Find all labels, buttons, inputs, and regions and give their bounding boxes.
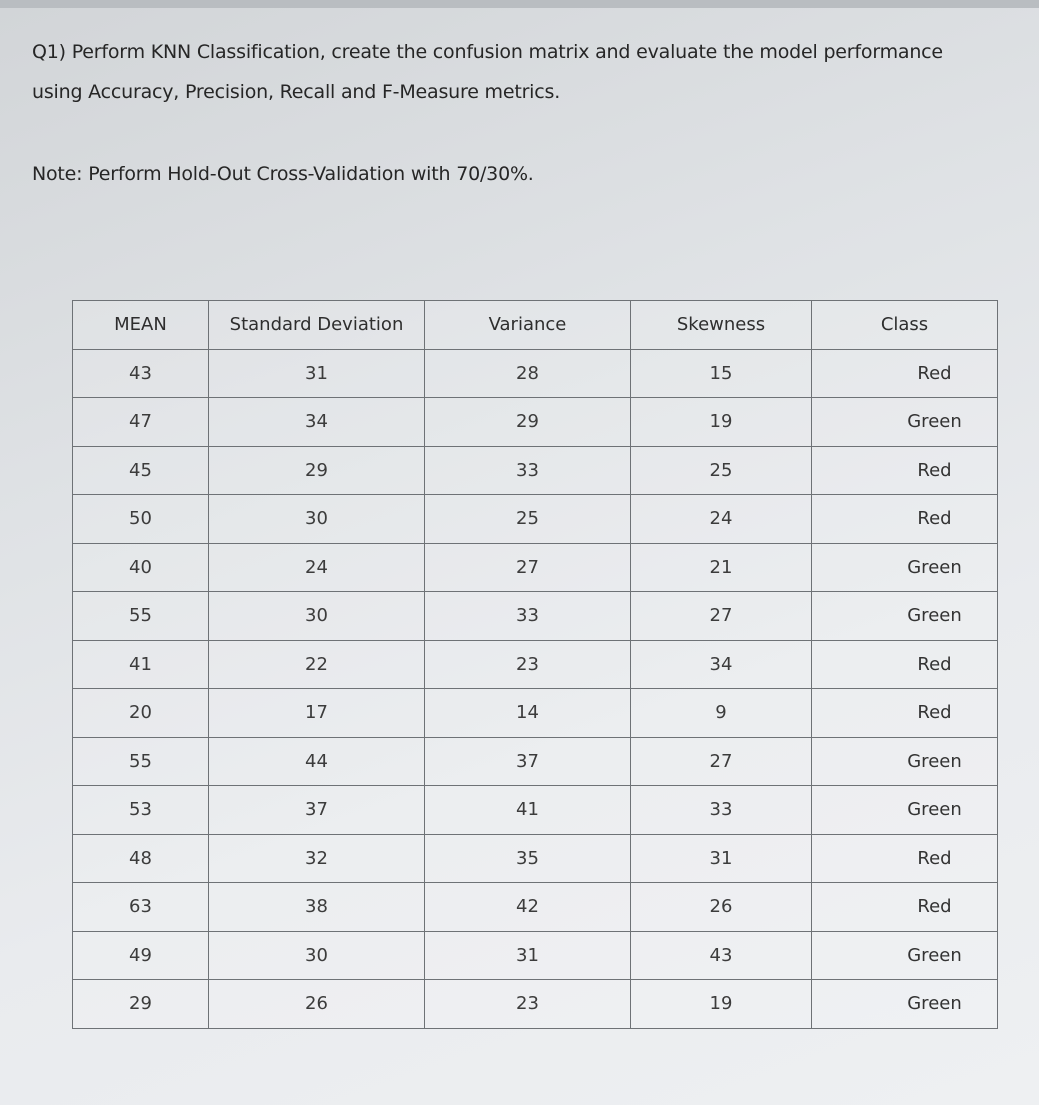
cell-class: Red [812, 689, 998, 738]
table-row [73, 834, 998, 883]
cell-skewness: 27 [631, 737, 812, 786]
header-skewness: Skewness [631, 301, 812, 350]
cell-mean: 41 [73, 640, 209, 689]
cell-variance: 14 [425, 689, 631, 738]
header-mean: MEAN [73, 301, 209, 350]
cell-skewness: 15 [631, 349, 812, 398]
cell-variance: 42 [425, 883, 631, 932]
cell-skewness: 25 [631, 446, 812, 495]
cell-standard-deviation: 30 [209, 931, 425, 980]
table-header-row [73, 301, 998, 350]
cell-class: Green [812, 786, 998, 835]
cell-variance: 23 [425, 640, 631, 689]
cell-mean: 47 [73, 398, 209, 447]
cell-variance: 33 [425, 446, 631, 495]
cell-class: Red [812, 640, 998, 689]
cell-standard-deviation: 34 [209, 398, 425, 447]
cell-skewness: 26 [631, 883, 812, 932]
cell-class: Red [812, 883, 998, 932]
table-row [73, 543, 998, 592]
cell-variance: 27 [425, 543, 631, 592]
table-row [73, 786, 998, 835]
cell-skewness: 9 [631, 689, 812, 738]
cell-skewness: 33 [631, 786, 812, 835]
cell-skewness: 34 [631, 640, 812, 689]
cell-class: Green [812, 398, 998, 447]
table-row [73, 495, 998, 544]
cell-class: Red [812, 446, 998, 495]
cell-mean: 50 [73, 495, 209, 544]
cell-skewness: 21 [631, 543, 812, 592]
table-body [73, 349, 998, 1028]
cell-standard-deviation: 22 [209, 640, 425, 689]
cell-class: Red [812, 349, 998, 398]
cell-standard-deviation: 17 [209, 689, 425, 738]
table-row [73, 689, 998, 738]
table-row [73, 931, 998, 980]
table-row [73, 980, 998, 1029]
question-text [32, 32, 1012, 112]
cell-standard-deviation: 30 [209, 592, 425, 641]
cell-mean: 55 [73, 737, 209, 786]
cell-skewness: 19 [631, 398, 812, 447]
cell-variance: 41 [425, 786, 631, 835]
cell-standard-deviation: 37 [209, 786, 425, 835]
cell-skewness: 19 [631, 980, 812, 1029]
cell-skewness: 43 [631, 931, 812, 980]
cell-class: Green [812, 592, 998, 641]
cell-standard-deviation: 24 [209, 543, 425, 592]
cell-mean: 29 [73, 980, 209, 1029]
cell-variance: 28 [425, 349, 631, 398]
table-row [73, 592, 998, 641]
cell-class: Green [812, 980, 998, 1029]
cell-skewness: 27 [631, 592, 812, 641]
cell-mean: 40 [73, 543, 209, 592]
cell-standard-deviation: 44 [209, 737, 425, 786]
cell-mean: 53 [73, 786, 209, 835]
dataset-table [72, 300, 998, 1029]
question-line-1: Q1) Perform KNN Classification, create the confusion matrix and evaluate the model performance [32, 41, 943, 63]
cell-mean: 49 [73, 931, 209, 980]
cell-variance: 37 [425, 737, 631, 786]
document-sheet [0, 8, 1039, 1105]
table-row [73, 349, 998, 398]
cell-class: Green [812, 931, 998, 980]
cell-standard-deviation: 26 [209, 980, 425, 1029]
cell-mean: 43 [73, 349, 209, 398]
cell-skewness: 24 [631, 495, 812, 544]
cell-variance: 35 [425, 834, 631, 883]
cell-standard-deviation: 38 [209, 883, 425, 932]
cell-skewness: 31 [631, 834, 812, 883]
header-standard-deviation: Standard Deviation [209, 301, 425, 350]
table-row [73, 883, 998, 932]
cell-class: Red [812, 834, 998, 883]
cell-mean: 55 [73, 592, 209, 641]
cell-mean: 20 [73, 689, 209, 738]
table-row [73, 737, 998, 786]
cell-standard-deviation: 31 [209, 349, 425, 398]
header-variance: Variance [425, 301, 631, 350]
cell-variance: 31 [425, 931, 631, 980]
cell-mean: 45 [73, 446, 209, 495]
cell-variance: 29 [425, 398, 631, 447]
header-class: Class [812, 301, 998, 350]
cell-variance: 25 [425, 495, 631, 544]
cell-variance: 33 [425, 592, 631, 641]
cell-class: Green [812, 737, 998, 786]
cell-standard-deviation: 32 [209, 834, 425, 883]
cell-mean: 63 [73, 883, 209, 932]
cell-mean: 48 [73, 834, 209, 883]
table-row [73, 446, 998, 495]
cell-class: Green [812, 543, 998, 592]
note-text: Note: Perform Hold-Out Cross-Validation with 70/30%. [32, 163, 534, 185]
cell-standard-deviation: 30 [209, 495, 425, 544]
cell-class: Red [812, 495, 998, 544]
question-line-2: using Accuracy, Precision, Recall and F-Measure metrics. [32, 81, 561, 103]
table-row [73, 398, 998, 447]
cell-variance: 23 [425, 980, 631, 1029]
table-row [73, 640, 998, 689]
cell-standard-deviation: 29 [209, 446, 425, 495]
